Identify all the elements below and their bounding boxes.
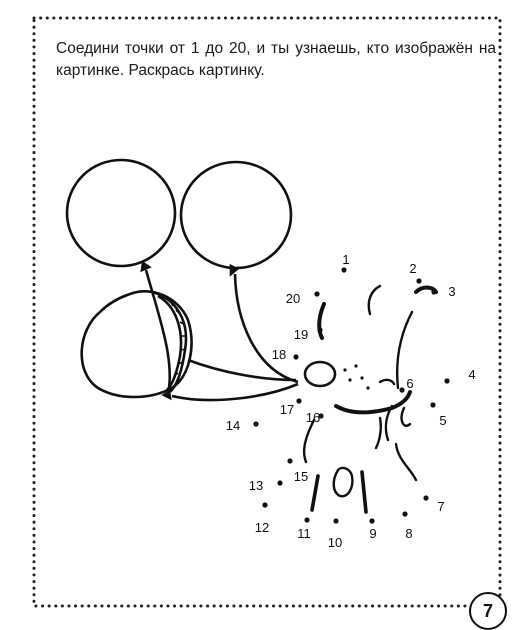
dot-label-5: 5 [439, 413, 447, 428]
dot-label-20: 20 [285, 291, 301, 306]
dot-label-9: 9 [369, 526, 377, 541]
dot-1 [341, 267, 346, 272]
dot-label-1: 1 [342, 252, 350, 267]
dot-10 [333, 518, 338, 523]
dot-14 [253, 421, 258, 426]
dot-label-17: 17 [279, 402, 295, 417]
dot-label-12: 12 [254, 520, 270, 535]
dots-layer [226, 252, 476, 550]
dot-label-14: 14 [225, 418, 241, 433]
dot-label-10: 10 [327, 535, 343, 550]
dot-label-16: 16 [305, 410, 321, 425]
dot-label-19: 19 [293, 327, 309, 342]
dot-2 [416, 278, 421, 283]
dot-11 [304, 517, 309, 522]
dot-label-3: 3 [448, 284, 456, 299]
dot-15 [287, 458, 292, 463]
dot-9 [369, 518, 374, 523]
dot-12 [262, 502, 267, 507]
dot-4 [444, 378, 449, 383]
dot-7 [423, 495, 428, 500]
dot-6 [399, 387, 404, 392]
dot-18 [293, 354, 298, 359]
dot-label-6: 6 [406, 376, 414, 391]
dot-5 [430, 402, 435, 407]
dot-17 [296, 398, 301, 403]
dot-19 [317, 327, 322, 332]
dot-13 [277, 480, 282, 485]
dotted-frame [34, 18, 500, 606]
instruction-text: Соедини точки от 1 до 20, и ты узнаешь, кто изображён на картинке. Раскрась картинку. [56, 40, 496, 79]
dot-8 [402, 511, 407, 516]
dot-label-18: 18 [271, 347, 287, 362]
dot-label-11: 11 [297, 526, 311, 541]
dot-3 [431, 289, 436, 294]
page-number-badge: 7 [469, 592, 507, 630]
dot-label-13: 13 [248, 478, 264, 493]
dot-label-15: 15 [293, 469, 309, 484]
creature-outline [304, 286, 436, 512]
dot-label-4: 4 [468, 367, 476, 382]
dot-20 [314, 291, 319, 296]
dot-label-8: 8 [405, 526, 413, 541]
dot-label-2: 2 [409, 261, 417, 276]
dot-label-7: 7 [437, 499, 445, 514]
